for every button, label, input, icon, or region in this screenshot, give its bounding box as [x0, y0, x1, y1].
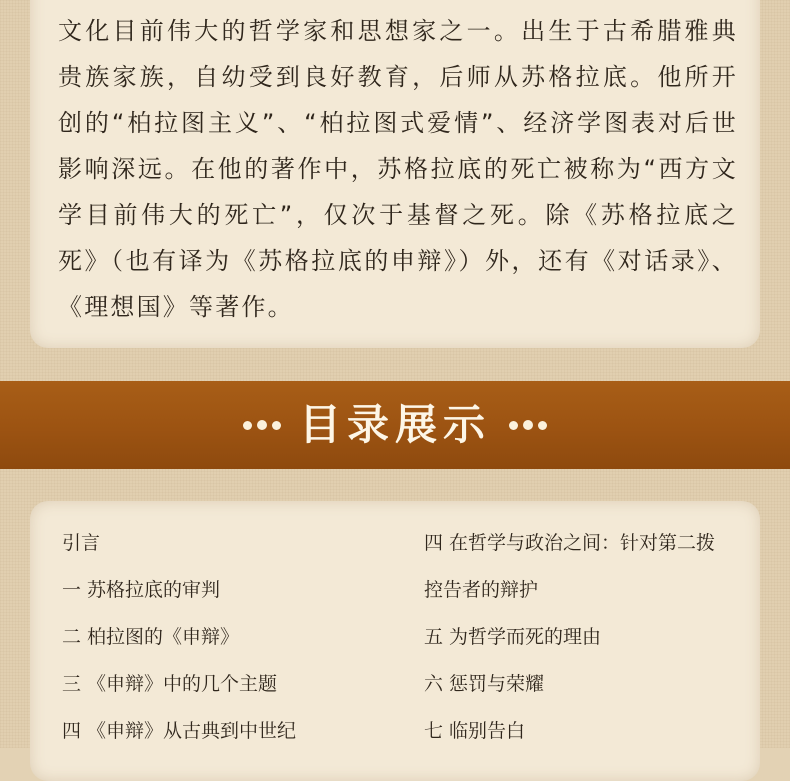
toc-item: 四 在哲学与政治之间：针对第二拨: [424, 532, 716, 554]
toc-item: 二 柏拉图的《申辩》: [62, 626, 240, 648]
toc-item: 一 苏格拉底的审判: [62, 579, 221, 601]
author-bio-text: 文化目前伟大的哲学家和思想家之一。出生于古希腊雅典贵族家族，自幼受到良好教育，后师从苏格拉底。他所开创的“柏拉图主义”、“柏拉图式爱情”、经济学图表对后世影响深远。在他的著作中，苏格拉底的死亡被称为“西方文学目前伟大的死亡”，仅次于基督之死。除《苏格拉底之死》（也有译为《苏格拉底的申辩》）外，还有《对话录》、《理想国》等著作。: [58, 17, 738, 321]
left-ellipsis-ornament-icon: [243, 420, 281, 430]
toc-item: 七 临别告白: [424, 720, 526, 742]
toc-item: 六 惩罚与荣耀: [424, 673, 545, 695]
toc-item: 三 《申辩》中的几个主题: [62, 673, 278, 695]
toc-item: 四 《申辩》从古典到中世纪: [62, 720, 297, 742]
toc-item: 五 为哲学而死的理由: [424, 626, 602, 648]
toc-item: 引言: [62, 532, 101, 554]
toc-item: 控告者的辩护: [424, 579, 539, 601]
toc-section-banner: [0, 381, 790, 469]
toc-section-title: 目录展示: [298, 400, 491, 449]
toc-left-column: [62, 525, 392, 760]
right-ellipsis-ornament-icon: [509, 420, 547, 430]
toc-right-column: [424, 525, 754, 760]
